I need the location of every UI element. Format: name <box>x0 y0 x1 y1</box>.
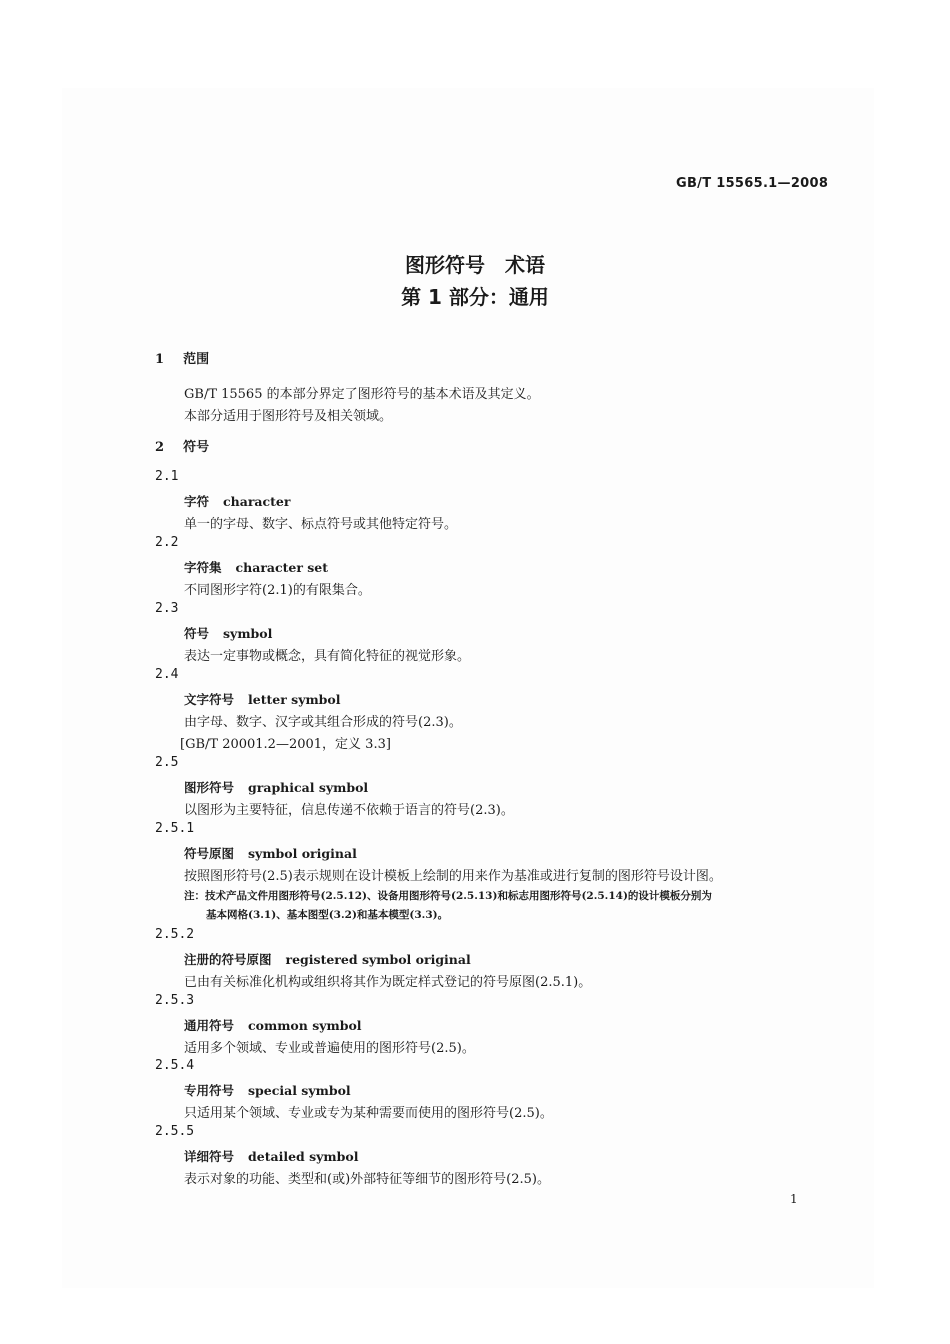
term-english: registered symbol original <box>285 952 471 967</box>
page-number: 1 <box>790 1192 798 1206</box>
standard-code: GB/T 15565.1—2008 <box>676 176 829 191</box>
section-title: 范围 <box>183 352 210 367</box>
term-number: 2.2 <box>155 535 179 550</box>
document-title: 图形符号 术语 <box>405 253 545 277</box>
term-english: special symbol <box>248 1083 351 1098</box>
term-english: graphical symbol <box>248 780 369 795</box>
term-definition: 适用多个领域、专业或普遍使用的图形符号(2.5)。 <box>184 1041 475 1056</box>
term-chinese: 注册的符号原图 <box>184 952 272 967</box>
term-definition: 表示对象的功能、类型和(或)外部特征等细节的图形符号(2.5)。 <box>184 1172 550 1187</box>
term-heading <box>184 491 290 510</box>
section-title: 符号 <box>183 440 210 455</box>
term-chinese: 详细符号 <box>184 1149 235 1164</box>
term-chinese: 图形符号 <box>184 780 235 795</box>
term-heading <box>184 949 471 968</box>
section-2-heading <box>155 436 209 455</box>
term-note-continuation: 基本网格(3.1)、基本图型(3.2)和基本模型(3.3)。 <box>206 909 449 921</box>
paragraph: 本部分适用于图形符号及相关领域。 <box>184 409 393 424</box>
term-number: 2.5.3 <box>155 993 195 1008</box>
term-english: detailed symbol <box>248 1149 359 1164</box>
term-note: 注：技术产品文件用图形符号(2.5.12)、设备用图形符号(2.5.13)和标志用图形符号(2.5.14)的设计模板分别为 <box>184 890 712 902</box>
term-definition: 由字母、数字、汉字或其组合形成的符号(2.3)。 <box>184 715 462 730</box>
term-heading <box>184 623 272 642</box>
term-number: 2.5 <box>155 755 179 770</box>
section-1-heading <box>155 348 209 367</box>
term-number: 2.1 <box>155 469 179 484</box>
term-english: symbol original <box>248 846 357 861</box>
term-definition: 以图形为主要特征，信息传递不依赖于语言的符号(2.3)。 <box>184 803 514 818</box>
term-chinese: 符号 <box>184 626 210 641</box>
term-english: symbol <box>223 626 273 641</box>
term-chinese: 专用符号 <box>184 1083 235 1098</box>
term-definition: 按照图形符号(2.5)表示规则在设计模板上绘制的用来作为基准或进行复制的图形符号设计图。 <box>184 869 722 884</box>
term-number: 2.5.1 <box>155 821 195 836</box>
term-heading <box>184 1015 362 1034</box>
term-english: character set <box>235 560 329 575</box>
paragraph: GB/T 15565 的本部分界定了图形符号的基本术语及其定义。 <box>184 387 540 402</box>
term-heading <box>184 557 328 576</box>
term-number: 2.5.4 <box>155 1058 195 1073</box>
term-chinese: 字符 <box>184 494 210 509</box>
term-number: 2.3 <box>155 601 179 616</box>
term-source: [GB/T 20001.2—2001，定义 3.3] <box>180 737 391 752</box>
term-definition: 表达一定事物或概念，具有简化特征的视觉形象。 <box>184 649 471 664</box>
term-chinese: 字符集 <box>184 560 222 575</box>
term-english: character <box>223 494 291 509</box>
term-chinese: 文字符号 <box>184 692 235 707</box>
document-subtitle: 第 1 部分：通用 <box>401 285 549 309</box>
term-definition: 不同图形字符(2.1)的有限集合。 <box>184 583 371 598</box>
section-number: 2 <box>155 440 165 455</box>
term-heading <box>184 843 357 862</box>
term-definition: 只适用某个领域、专业或专为某种需要而使用的图形符号(2.5)。 <box>184 1106 553 1121</box>
term-heading <box>184 777 368 796</box>
term-number: 2.5.2 <box>155 927 195 942</box>
term-heading <box>184 1080 351 1099</box>
term-number: 2.4 <box>155 667 179 682</box>
term-chinese: 符号原图 <box>184 846 235 861</box>
term-english: common symbol <box>248 1018 362 1033</box>
term-definition: 已由有关标准化机构或组织将其作为既定样式登记的符号原图(2.5.1)。 <box>184 975 592 990</box>
term-english: letter symbol <box>248 692 341 707</box>
term-definition: 单一的字母、数字、标点符号或其他特定符号。 <box>184 517 458 532</box>
section-number: 1 <box>155 352 165 367</box>
term-heading <box>184 689 341 708</box>
term-heading <box>184 1146 358 1165</box>
term-chinese: 通用符号 <box>184 1018 235 1033</box>
term-number: 2.5.5 <box>155 1124 195 1139</box>
